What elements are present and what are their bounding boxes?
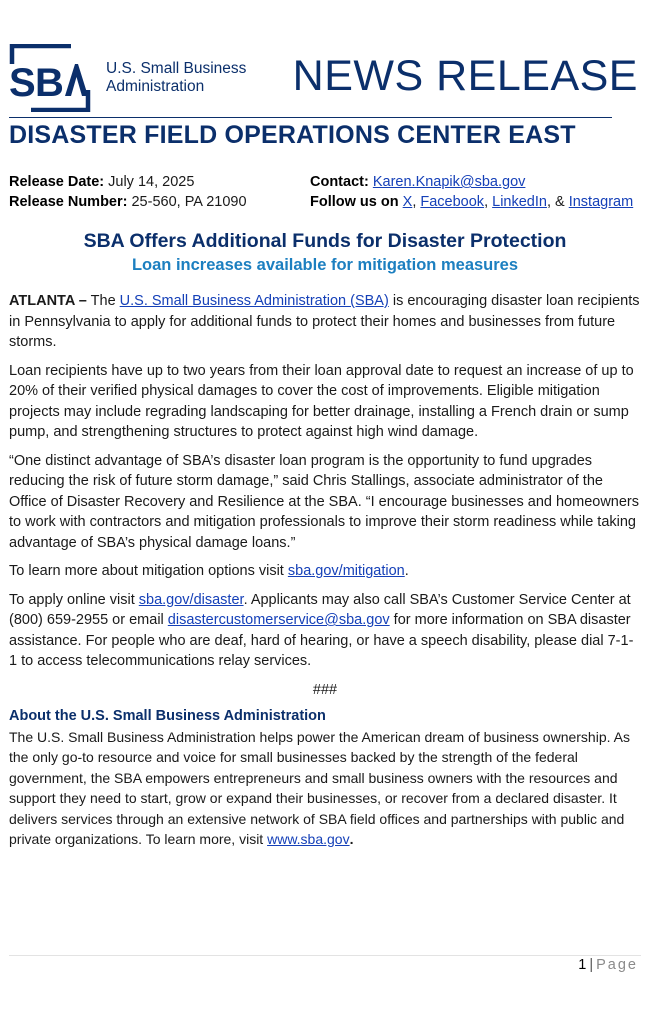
social-x-link[interactable]: X — [402, 194, 413, 210]
release-number-line — [9, 192, 247, 212]
svg-text:S: S — [9, 61, 36, 105]
end-separator: ### — [312, 681, 338, 698]
contact-email-link[interactable]: Karen.Knapik@sba.gov — [372, 174, 526, 190]
article-body — [9, 291, 641, 858]
paragraph-3: “One distinct advantage of SBA’s disaster loan program is the opportunity to fund upgrades reducing the risk of future storm damage,” said Chris Stallings, associate administrator of the Office of Disaster Recovery and Resilience at the SBA. “I encourage businesses and homeowners to work with contractors and mitigation professionals to improve their storm readiness while taking advantage of SBA’s physical damage loans.” — [9, 452, 640, 551]
footer-divider — [9, 955, 641, 956]
release-date-line — [9, 172, 247, 192]
contact-line — [310, 172, 633, 192]
release-date-label: Release Date: — [9, 174, 105, 190]
office-name: DISASTER FIELD OPERATIONS CENTER EAST — [9, 121, 576, 149]
org-name-line2: Administration — [106, 78, 205, 95]
about-paragraph — [9, 727, 641, 850]
document-title: NEWS RELEASE — [292, 52, 638, 100]
paragraph-1 — [9, 291, 641, 353]
sba-website-link[interactable]: U.S. Small Business Administration (SBA) — [119, 293, 389, 309]
about-text: The U.S. Small Business Administration helps power the American dream of business ownership. As the only go-to resource and voice for small businesses backed by the strength of the federal government, the SBA empowers entrepreneurs and small business owners with the resources and support they need to start, grow or expand their businesses, or recover from a declared disaster. It delivers services through an extensive network of SBA field offices and partnerships with public and private organizations. To learn more, visit — [9, 728, 630, 847]
org-name — [106, 60, 246, 96]
social-instagram-link[interactable]: Instagram — [568, 194, 634, 210]
paragraph-2: Loan recipients have up to two years from their loan approval date to request an increase of up to 20% of their verified physical damages to cover the cost of improvements. Eligible mitigation projects may include regrading landscaping for better drainage, installing a French drain or sump pump, and strengthening structures to protect against high wind damage. — [9, 362, 634, 440]
page-label: Page — [596, 957, 638, 973]
sba-logo — [9, 44, 91, 112]
disaster-link[interactable]: sba.gov/disaster — [138, 591, 244, 608]
paragraph-5-text-a: To apply online visit — [9, 591, 139, 608]
subheadline: Loan increases available for mitigation measures — [131, 256, 519, 274]
contact-label: Contact: — [310, 174, 369, 190]
org-name-line1: U.S. Small Business — [106, 60, 247, 77]
about-title: About the U.S. Small Business Administration — [9, 708, 326, 724]
paragraph-1-text-b: is encouraging disaster loan recipients in Pennsylvania to apply for additional funds to protect their homes and businesses from future storms. — [9, 293, 640, 350]
mitigation-link[interactable]: sba.gov/mitigation — [287, 563, 405, 579]
page-number — [578, 957, 638, 973]
headline: SBA Offers Additional Funds for Disaster Protection — [83, 230, 567, 252]
social-sep-3: , & — [546, 194, 569, 210]
dateline: ATLANTA – — [9, 293, 87, 309]
paragraph-4 — [9, 561, 641, 582]
paragraph-5 — [9, 590, 641, 672]
social-linkedin-link[interactable]: LinkedIn — [492, 194, 547, 210]
social-facebook-link[interactable]: Facebook — [420, 194, 485, 210]
release-number: 25-560, PA 21090 — [127, 194, 247, 210]
contact-meta — [310, 172, 633, 212]
follow-line — [310, 192, 633, 212]
page-number-value: 1 — [578, 957, 587, 973]
sba-homepage-link[interactable]: www.sba.gov — [267, 831, 350, 847]
customer-service-email-link[interactable]: disastercustomerservice@sba.gov — [167, 612, 390, 628]
release-date: July 14, 2025 — [104, 174, 195, 190]
paragraph-5-text-b: . Applicants may also call SBA’s Customer Service Center at (800) 659-2955 or email — [9, 591, 631, 628]
social-sep-2: , — [484, 194, 493, 210]
about-text-end: . — [349, 831, 354, 847]
paragraph-4-text-a: To learn more about mitigation options visit — [9, 563, 288, 579]
paragraph-5-text-c: for more information on SBA disaster assistance. For people who are deaf, hard of hearing, or have a speech disability, please dial 7-1-1 to access telecommunications relay services. — [9, 612, 634, 669]
release-number-label: Release Number: — [9, 194, 128, 210]
paragraph-1-text-a: The — [86, 293, 120, 309]
social-sep-1: , — [412, 194, 421, 210]
svg-text:B: B — [35, 61, 64, 105]
follow-label: Follow us on — [310, 194, 399, 210]
header-divider — [9, 117, 612, 118]
paragraph-4-text-b: . — [404, 563, 409, 579]
release-meta — [9, 172, 247, 212]
page-number-bar: | — [589, 957, 594, 973]
